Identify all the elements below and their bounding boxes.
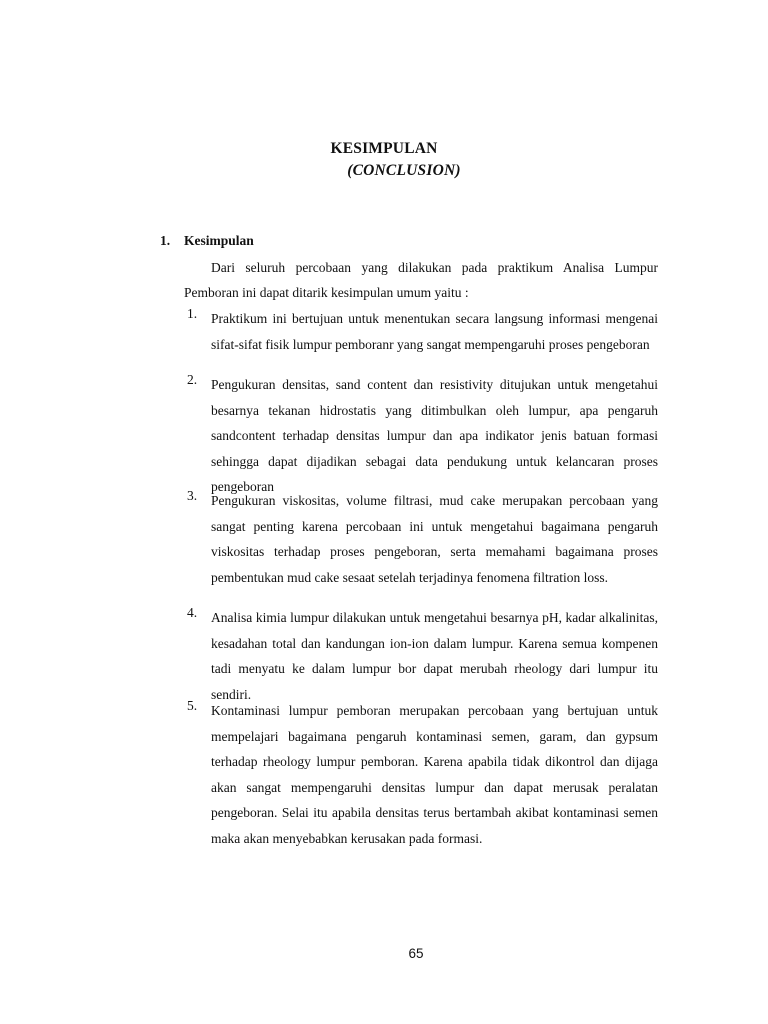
list-item-number: 5. [187,698,198,713]
page-title: KESIMPULAN [330,140,438,157]
section-title: Kesimpulan [184,233,254,248]
title-block [0,138,768,182]
page-number: 65 [408,946,424,961]
list-item-number: 3. [187,488,198,503]
list-item-number: 4. [187,605,198,620]
list-item-text: Praktikum ini bertujuan untuk menentukan secara langsung informasi mengenai sifat-sifat fisik lumpur pemboranr yang sangat mempengaruhi proses pengeboran [211,311,658,352]
list-item-number: 2. [187,372,198,387]
list-item-number: 1. [187,306,198,321]
list-item-text: Pengukuran viskositas, volume filtrasi, mud cake merupakan percobaan yang sangat penting karena percobaan ini untuk mengetahui bagaimana pengaruh viskositas terhadap proses pengeboran, serta memahami bagaimana proses pembentukan mud cake sesaat setelah terjadinya fenomena filtration loss. [211,493,658,585]
intro-paragraph: Dari seluruh percobaan yang dilakukan pada praktikum Analisa Lumpur Pemboran ini dapat ditarik kesimpulan umum yaitu : [184,260,658,300]
page-subtitle: (CONCLUSION) [347,162,461,179]
list-item-text: Pengukuran densitas, sand content dan resistivity ditujukan untuk mengetahui besarnya tekanan hidrostatis yang ditimbulkan oleh lumpur, apa pengaruh sandcontent terhadap densitas lumpur dan apa indikator jenis batuan formasi sehingga dapat dijadikan sebagai data pendukung untuk kelancaran proses pengeboran [211,377,658,494]
section-number: 1. [160,233,171,248]
list-item-text: Kontaminasi lumpur pemboran merupakan percobaan yang bertujuan untuk mempelajari bagaimana pengaruh kontaminasi semen, garam, dan gypsum terhadap rheology lumpur pemboran. Karena apabila tidak dikontrol dan dijaga akan sangat mempengaruhi densitas lumpur dan dapat merusak peralatan pengeboran. Selai itu apabila densitas terus bertambah akibat kontaminasi semen maka akan menyebabkan kerusakan pada formasi. [211,703,658,846]
section-heading [160,231,254,251]
list-item-text: Analisa kimia lumpur dilakukan untuk mengetahui besarnya pH, kadar alkalinitas, kesadahan total dan kandungan ion-ion dalam lumpur. Karena semua kompenen tadi menyatu ke dalam lumpur bor dapat merubah rheology dari lumpur itu sendiri. [211,610,658,702]
